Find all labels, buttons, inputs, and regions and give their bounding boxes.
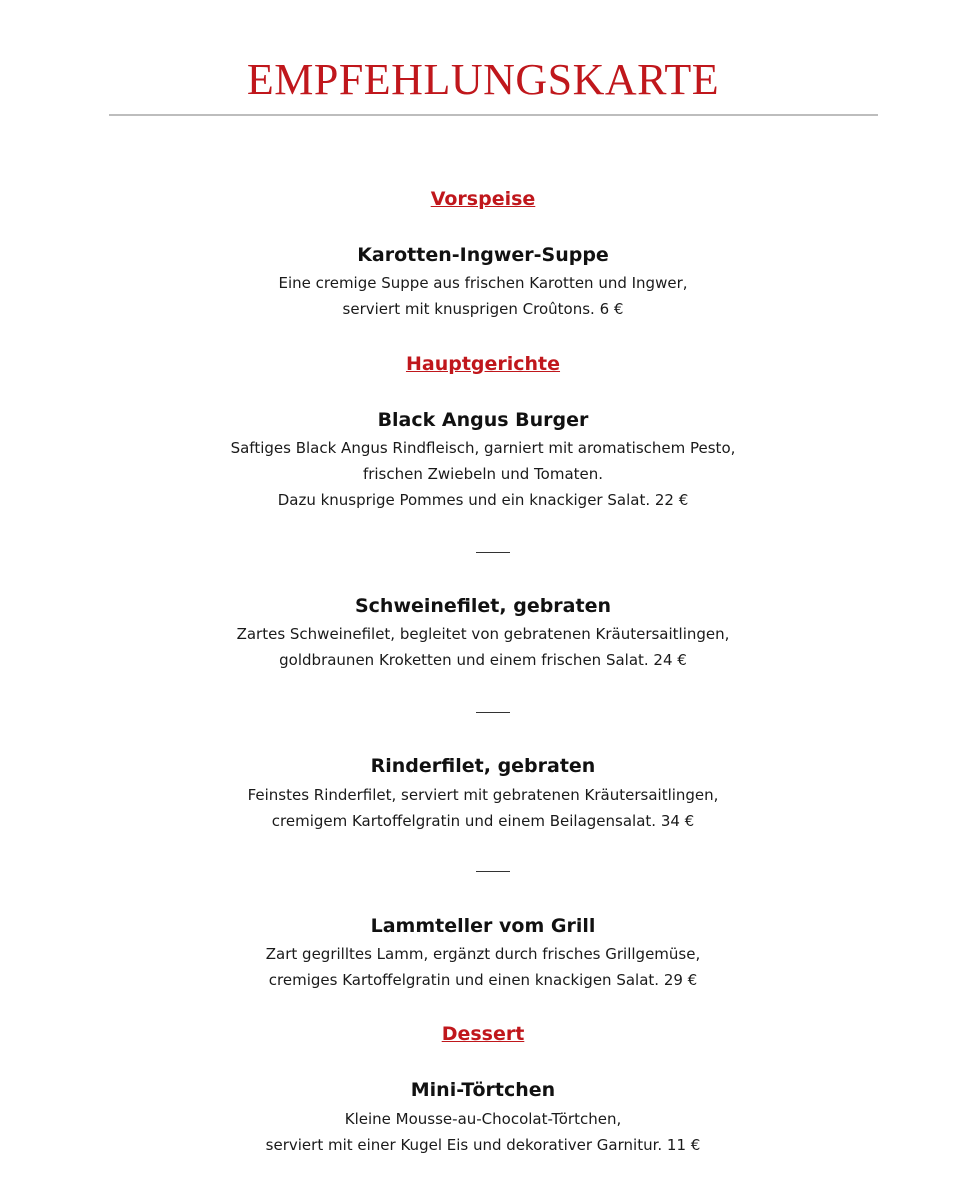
section-heading-dessert: Dessert	[441, 1023, 525, 1045]
dish-separator	[476, 712, 510, 713]
dish-name-rinderfilet: Rinderfilet, gebraten	[370, 755, 596, 777]
dish-description-schweinefilet	[0, 621, 966, 673]
dish-description-lammteller	[0, 941, 966, 993]
description-line: serviert mit einer Kugel Eis und dekorativer Garnitur. 11 €	[265, 1136, 701, 1154]
description-line: cremigem Kartoffelgratin und einem Beilagensalat. 34 €	[271, 812, 695, 830]
description-line: goldbraunen Kroketten und einem frischen Salat. 24 €	[279, 651, 687, 669]
description-line: Feinstes Rinderfilet, serviert mit gebratenen Kräutersaitlingen,	[247, 786, 719, 804]
description-line: Zart gegrilltes Lamm, ergänzt durch frisches Grillgemüse,	[265, 945, 701, 963]
section-heading-mains: Hauptgerichte	[405, 353, 561, 375]
dish-name-lammteller: Lammteller vom Grill	[370, 915, 596, 937]
description-line: Zartes Schweinefilet, begleitet von gebratenen Kräutersaitlingen,	[236, 625, 730, 643]
dish-name-schweinefilet: Schweinefilet, gebraten	[354, 595, 611, 617]
description-line: cremiges Kartoffelgratin und einen knackigen Salat. 29 €	[268, 971, 698, 989]
dish-description-black-angus-burger	[0, 435, 966, 513]
dish-description-rinderfilet	[0, 782, 966, 834]
description-line: Kleine Mousse-au-Chocolat-Törtchen,	[344, 1110, 622, 1128]
dish-separator	[476, 552, 510, 553]
dish-description-mini-toertchen	[0, 1106, 966, 1158]
description-line: Dazu knusprige Pommes und ein knackiger Salat. 22 €	[277, 491, 689, 509]
menu-title: EMPFEHLUNGSKARTE	[246, 55, 720, 104]
description-line: serviert mit knusprigen Croûtons. 6 €	[342, 300, 624, 318]
dish-name-karotten-ingwer-suppe: Karotten-Ingwer-Suppe	[357, 244, 609, 266]
title-divider	[109, 114, 878, 116]
dish-separator	[476, 871, 510, 872]
dish-description-karotten-ingwer-suppe	[0, 270, 966, 322]
description-line: Saftiges Black Angus Rindfleisch, garniert mit aromatischem Pesto,	[230, 439, 736, 457]
description-line: frischen Zwiebeln und Tomaten.	[362, 465, 604, 483]
dish-name-mini-toertchen: Mini-Törtchen	[410, 1079, 556, 1101]
description-line: Eine cremige Suppe aus frischen Karotten und Ingwer,	[278, 274, 688, 292]
dish-name-black-angus-burger: Black Angus Burger	[377, 409, 589, 431]
section-heading-starter: Vorspeise	[430, 188, 536, 210]
